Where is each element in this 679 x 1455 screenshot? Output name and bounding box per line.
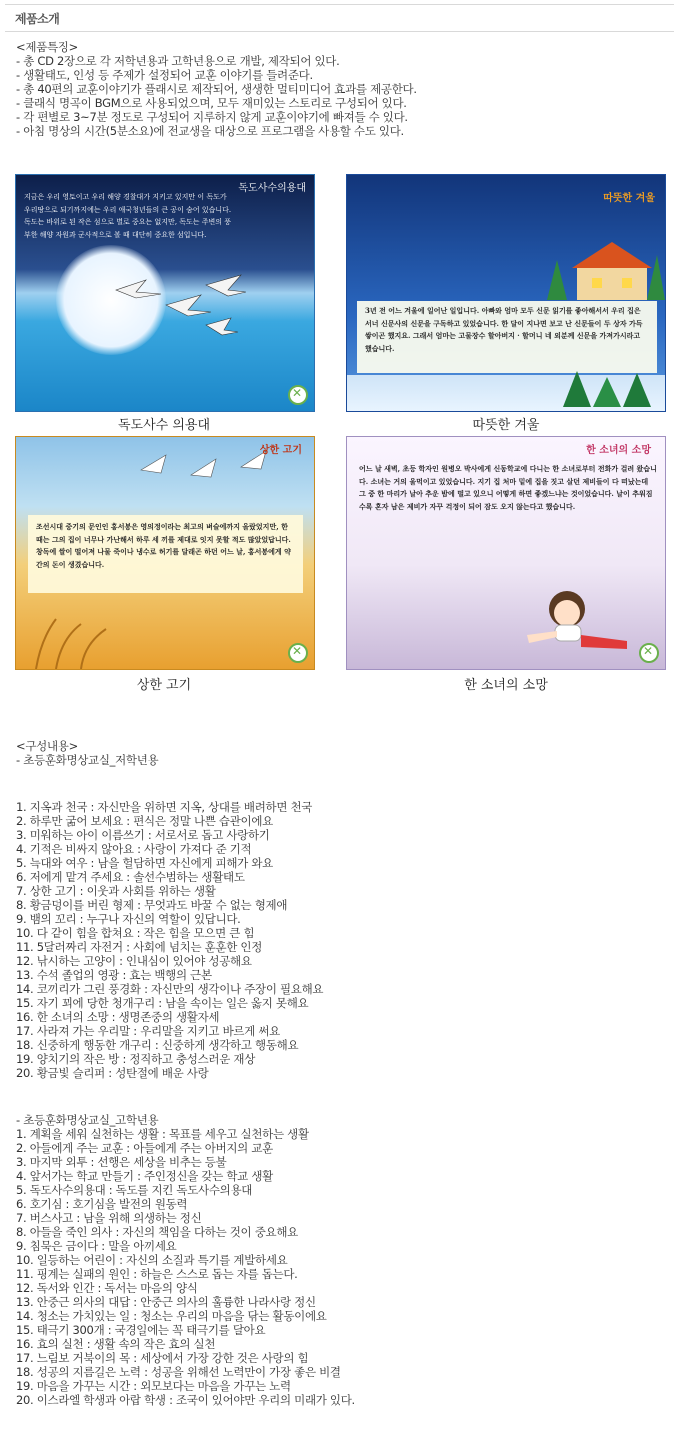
list-item: 10. 다 같이 힘을 합쳐요 : 작은 힘을 모으면 큰 힘 — [16, 926, 255, 940]
screenshot-spoiled-meat — [15, 436, 315, 670]
features-heading: <제품특징> — [16, 40, 78, 54]
close-icon[interactable] — [288, 385, 308, 405]
birds-illustration — [136, 445, 276, 485]
list-item: 15. 자기 꾀에 당한 청개구리 : 남을 속이는 일은 옳지 못해요 — [16, 996, 309, 1010]
list-item: 3. 마지막 외투 : 선행은 세상을 비추는 등불 — [16, 1155, 227, 1169]
list-item: 9. 뱀의 꼬리 : 누구나 자신의 역할이 있답니다. — [16, 912, 241, 926]
feature-item: - 총 40편의 교훈이야기가 플래시로 제작되어, 생생한 멀티미디어 효과를 제공한다. — [16, 82, 417, 96]
scene-title: 한 소녀의 소망 — [586, 445, 651, 456]
list-item: 20. 이스라엘 학생과 아랍 학생 : 조국이 있어야만 우리의 미래가 있다. — [16, 1393, 355, 1407]
list-item: 7. 상한 고기 : 이웃과 사회를 위하는 생활 — [16, 884, 216, 898]
scene-text: 조선시대 중기의 문인인 홍서봉은 영의정이라는 최고의 벼슬에까지 올랐었지만, 한 때는 그의 집이 너무나 가난해서 하루 세 끼를 제대로 잇지 못할 적도 많았었답니다. 창독에 쌀이 떨어져 나물 죽이나 냉수로 허기를 달래곤 하던 어느 날, 홍서봉에게 약간의 돈이 생겼습니다. — [28, 515, 303, 593]
list-item: 11. 핑계는 실패의 원인 : 하늘은 스스로 돕는 자를 돕는다. — [16, 1267, 298, 1281]
list-item: 10. 일등하는 어린이 : 자신의 소질과 특기를 계발하세요 — [16, 1253, 288, 1267]
list-item: 8. 황금덩이를 버린 형제 : 무엇과도 바꿀 수 없는 형제애 — [16, 898, 288, 912]
feature-item: - 생활태도, 인성 등 주제가 설정되어 교훈 이야기를 들려준다. — [16, 68, 313, 82]
list-item: 2. 하루만 굶어 보세요 : 편식은 정말 나쁜 습관이에요 — [16, 814, 273, 828]
screenshot-girls-wish — [346, 436, 666, 670]
screenshot-caption: 독도사수 의용대 — [117, 418, 211, 433]
screenshot-winter — [346, 174, 666, 412]
screenshot-dokdo — [15, 174, 315, 412]
scene-title: 상한 고기 — [259, 445, 302, 456]
upper-grade-heading: - 초등훈화명상교실_고학년용 — [16, 1113, 159, 1127]
scene-title: 따뜻한 겨울 — [603, 193, 655, 204]
list-item: 17. 사라져 가는 우리말 : 우리말을 지키고 바르게 써요 — [16, 1024, 280, 1038]
list-item: 2. 아들에게 주는 교훈 : 아들에게 주는 아버지의 교훈 — [16, 1141, 273, 1155]
pine-trees-illustration — [563, 371, 653, 407]
list-item: 15. 태극기 300개 : 국경일에는 꼭 태극기를 달아요 — [16, 1323, 266, 1337]
section-header — [5, 5, 674, 32]
girl-illustration — [497, 585, 647, 657]
list-item: 13. 안중근 의사의 대답 : 안중근 의사의 훌륭한 나라사랑 정신 — [16, 1295, 316, 1309]
feature-item: - 각 편별로 3~7분 정도로 구성되어 지루하지 않게 교훈이야기에 빠져들 수 있다. — [16, 110, 408, 124]
winter-house-illustration — [537, 230, 665, 300]
list-item: 13. 수석 졸업의 영광 : 효는 백행의 근본 — [16, 968, 212, 982]
section-title: 제품소개 — [15, 12, 60, 26]
list-item: 16. 효의 실천 : 생활 속의 작은 효의 실천 — [16, 1337, 216, 1351]
list-item: 7. 버스사고 : 남을 위해 의생하는 정신 — [16, 1211, 202, 1225]
screenshot-caption: 상한 고기 — [136, 678, 192, 693]
feature-item: - 클래식 명곡이 BGM으로 사용되었으며, 모두 재미있는 스토리로 구성되어 있다. — [16, 96, 407, 110]
list-item: 19. 양치기의 작은 방 : 정직하고 충성스러운 재상 — [16, 1052, 256, 1066]
flying-cranes-illustration — [106, 270, 246, 340]
list-item: 6. 저에게 맡겨 주세요 : 솔선수범하는 생활태도 — [16, 870, 245, 884]
feature-item: - 아침 명상의 시간(5분소요)에 전교생을 대상으로 프로그램을 사용할 수도 있다. — [16, 124, 404, 138]
close-icon[interactable] — [288, 643, 308, 663]
reeds-illustration — [26, 609, 146, 669]
list-item: 12. 독서와 인간 : 독서는 마음의 양식 — [16, 1281, 198, 1295]
list-item: 5. 독도사수의용대 : 독도를 지킨 독도사수의용대 — [16, 1183, 253, 1197]
close-icon[interactable] — [639, 643, 659, 663]
scene-text: 3년 전 어느 겨울에 일어난 일입니다. 아빠와 엄마 모두 신문 읽기를 좋아해서서 우리 집은 서너 신문사의 신문을 구독하고 있었습니다. 한 달이 지나면 보고 난 신문들이 두 상자 가득 쌓이곤 했지요. 그래서 엄마는 고물장수 할아버지 · 할머니 네 외분께 신문을 가져가시라고 했습니다. — [357, 301, 657, 373]
list-item: 1. 지옥과 천국 : 자신만을 위하면 지옥, 상대를 배려하면 천국 — [16, 800, 313, 814]
list-item: 19. 마음을 가꾸는 시간 : 외모보다는 마음을 가꾸는 노력 — [16, 1379, 291, 1393]
list-item: 3. 미워하는 아이 이름쓰기 : 서로서로 돕고 사랑하기 — [16, 828, 270, 842]
list-item: 17. 느림보 거북이의 목 : 세상에서 가장 강한 것은 사랑의 힘 — [16, 1351, 309, 1365]
screenshot-caption: 따뜻한 겨울 — [472, 418, 540, 433]
list-item: 18. 신중하게 행동한 개구리 : 신중하게 생각하고 행동해요 — [16, 1038, 299, 1052]
list-item: 4. 앞서가는 학교 만들기 : 주인정신을 갖는 학교 생활 — [16, 1169, 273, 1183]
list-item: 8. 아들을 죽인 의사 : 자신의 책임을 다하는 것이 중요해요 — [16, 1225, 298, 1239]
list-item: 18. 성공의 지름길은 노력 : 성공을 위해선 노력만이 가장 좋은 비결 — [16, 1365, 341, 1379]
contents-heading: <구성내용> — [16, 739, 78, 753]
list-item: 9. 침묵은 금이다 : 말을 아끼세요 — [16, 1239, 177, 1253]
screenshot-caption: 한 소녀의 소망 — [464, 678, 548, 693]
list-item: 11. 5달러짜리 자전거 : 사회에 넘치는 훈훈한 인정 — [16, 940, 263, 954]
list-item: 6. 호기심 : 호기심을 발전의 원동력 — [16, 1197, 188, 1211]
feature-item: - 총 CD 2장으로 각 저학년용과 고학년용으로 개발, 제작되어 있다. — [16, 54, 340, 68]
list-item: 16. 한 소녀의 소망 : 생명존중의 생활자세 — [16, 1010, 220, 1024]
scene-text: 지금은 우리 영토이고 우리 해양 경찰대가 지키고 있지만 이 독도가 우리땅으로 되기까지에는 우리 애국청년들의 큰 공이 숨어 있습니다. 독도는 바위로 된 작은 섬으로 별로 중요는 없지만, 독도는 주변의 풍부한 해양 자원과 군사적으로 볼 때 대단히 중요한 섬입니다. — [24, 193, 232, 239]
list-item: 14. 청소는 가치있는 일 : 청소는 우리의 마음을 닦는 활동이에요 — [16, 1309, 327, 1323]
lower-grade-heading: - 초등훈화명상교실_저학년용 — [16, 753, 159, 767]
scene-title: 독도사수의용대 — [238, 183, 306, 194]
list-item: 20. 황금빛 슬리퍼 : 성탄절에 배운 사랑 — [16, 1066, 209, 1080]
list-item: 12. 낚시하는 고양이 : 인내심이 있어야 성공해요 — [16, 954, 252, 968]
list-item: 4. 기적은 비싸지 않아요 : 사랑이 가져다 준 기적 — [16, 842, 252, 856]
list-item: 14. 코끼리가 그린 풍경화 : 자신만의 생각이나 주장이 필요해요 — [16, 982, 324, 996]
list-item: 5. 늑대와 여우 : 남을 헐담하면 자신에게 피해가 와요 — [16, 856, 273, 870]
scene-text: 어느 날 새벽, 초등 학자인 원병오 박사에게 신동학교에 다니는 한 소녀로부터 전화가 걸려 왔습니다. 소녀는 거의 울먹이고 있었습니다. 지기 집 처마 밑에 집을 짓고 살던 제비들이 다 떠났는데 그 중 한 마리가 날아 추운 밤에 떨고 있으니 어떻게 하면 좋겠느냐는 것이었습니다. 날이 추워짐수록 혼자 남은 제비가 자꾸 걱정이 되어 잠도 오지 않는다고 했습니다. — [359, 464, 657, 511]
list-item: 1. 계획을 세워 실천하는 생활 : 목표를 세우고 실천하는 생활 — [16, 1127, 309, 1141]
